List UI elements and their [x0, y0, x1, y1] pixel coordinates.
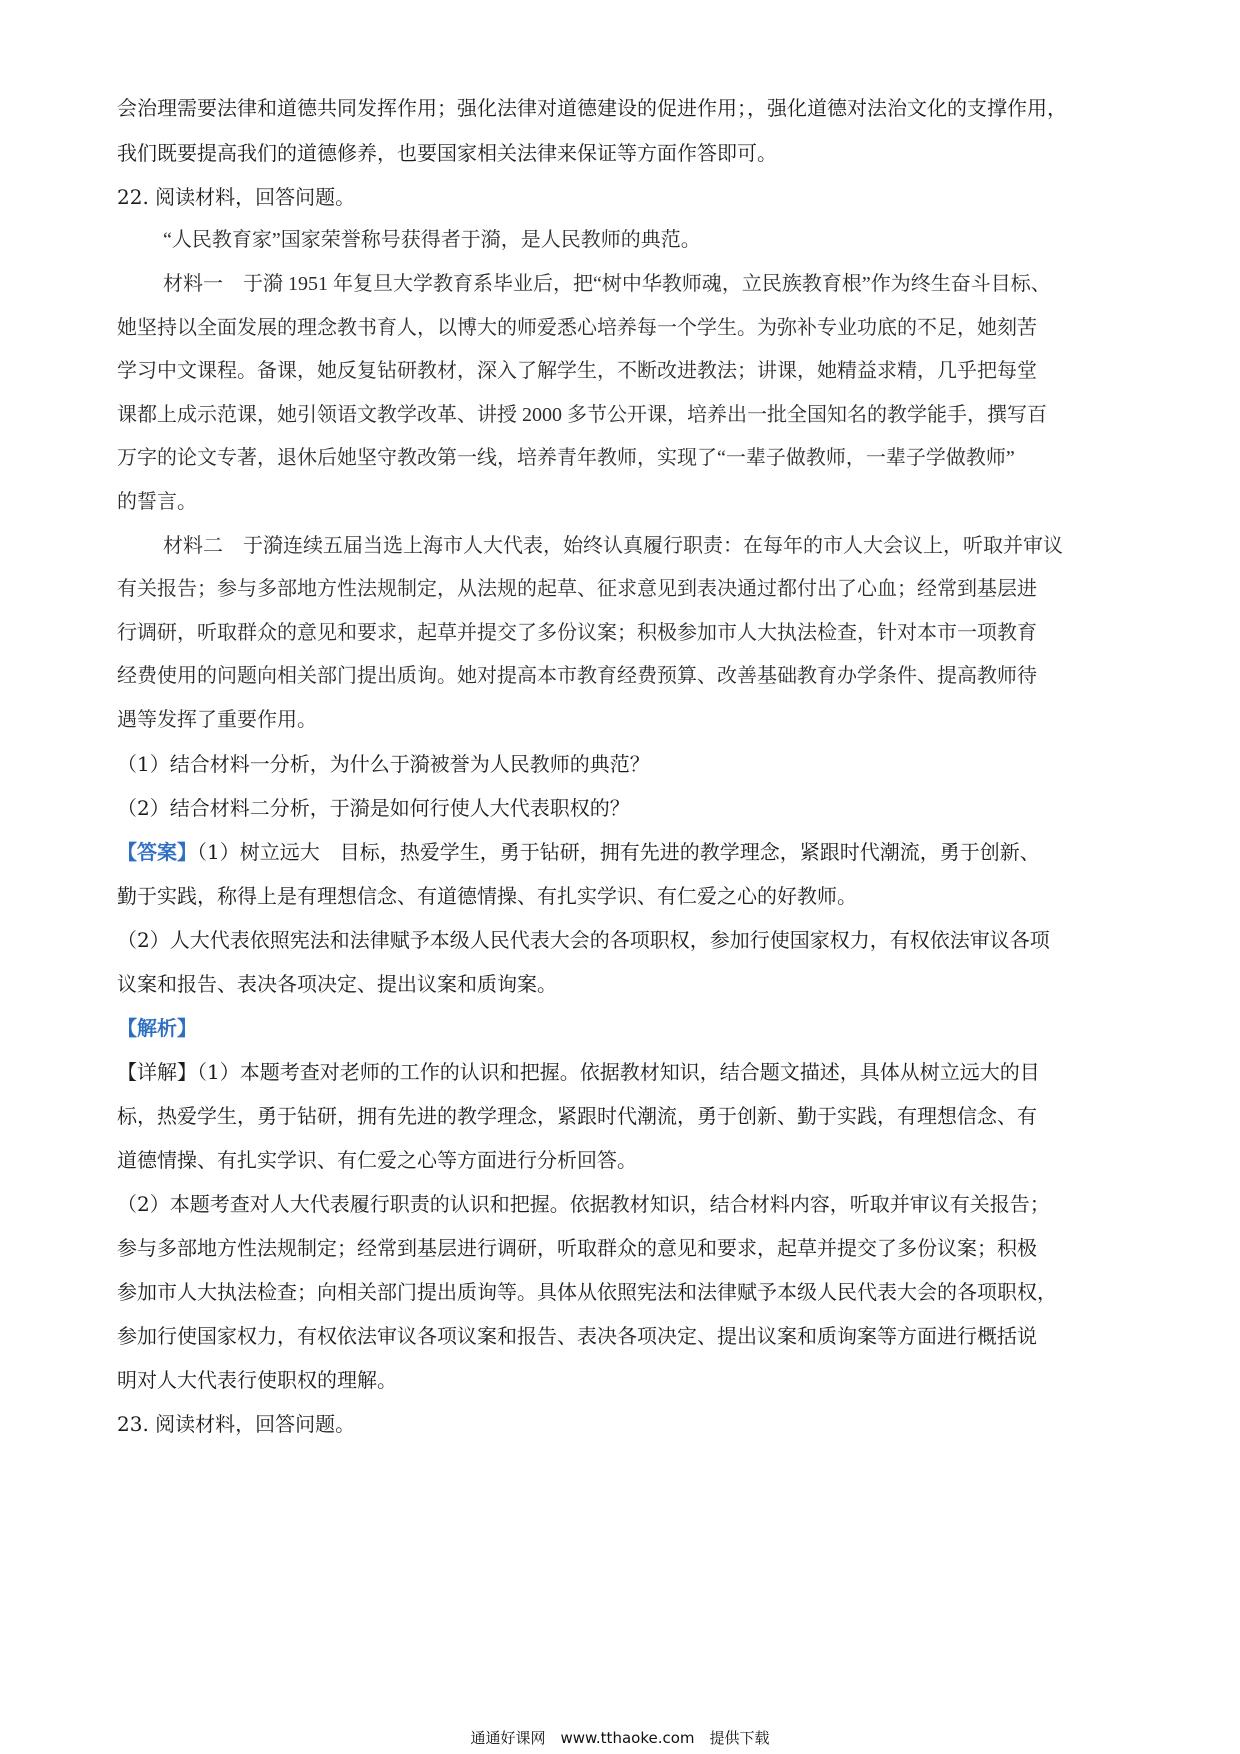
sub-question-2: （2）结合材料二分析，于漪是如何行使人大代表职权的？ [117, 796, 630, 820]
material-two-line: 经费使用的问题向相关部门提出质询。她对提高本市教育经费预算、改善基础教育办学条件、提高教师待 [117, 665, 1037, 687]
material-one-line: 万字的论文专著，退休后她坚守教改第一线，培养青年教师，实现了“一辈子做教师，一辈子学做教师” [117, 447, 1015, 469]
material-two-line: 有关报告；参与多部地方性法规制定，从法规的起草、征求意见到表决通过都付出了心血；经常到基层进 [117, 578, 1037, 600]
detail-text: （1）本题考查对老师的工作的认识和把握。依据教材知识，结合题文描述，具体从树立远大的目 [197, 1060, 1040, 1084]
material-one-line: 她坚持以全面发展的理念教书育人，以博大的师爱悉心培养每一个学生。为弥补专业功底的不足，她刻苦 [117, 317, 1037, 339]
detail-line: 参加市人大执法检查；向相关部门提出质询等。具体从依照宪法和法律赋予本级人民代表大会的各项职权， [117, 1280, 1057, 1304]
material-two-line: 行调研，听取群众的意见和要求，起草并提交了多份议案；积极参加市人大执法检查，针对本市一项教育 [117, 622, 1037, 644]
answer-line [117, 838, 1127, 866]
detail-line: 道德情操、有扎实学识、有仁爱之心等方面进行分析回答。 [117, 1148, 637, 1172]
question-heading: 23. 阅读材料，回答问题。 [117, 1412, 356, 1436]
text-line: 我们既要提高我们的道德修养，也要国家相关法律来保证等方面作答即可。 [117, 141, 777, 165]
detail-line: 参与多部地方性法规制定；经常到基层进行调研，听取群众的意见和要求，起草并提交了多份议案；积极 [117, 1236, 1037, 1260]
answer-line: （2）人大代表依照宪法和法律赋予本级人民代表大会的各项职权，参加行使国家权力，有权依法审议各项 [117, 928, 1050, 952]
answer-tag: 【答案】 [117, 840, 197, 864]
material-two-line: 遇等发挥了重要作用。 [117, 709, 317, 731]
material-two-line: 材料二 于漪连续五届当选上海市人大代表，始终认真履行职责：在每年的市人大会议上，听取并审议 [163, 535, 1063, 557]
question-heading: 22. 阅读材料，回答问题。 [117, 185, 356, 209]
material-one-line: 课都上成示范课，她引领语文教学改革、讲授 2000 多节公开课，培养出一批全国知名的教学能手，撰写百 [117, 404, 1047, 426]
material-intro: “人民教育家”国家荣誉称号获得者于漪，是人民教师的典范。 [163, 229, 701, 251]
detail-line: 参加行使国家权力，有权依法审议各项议案和报告、表决各项决定、提出议案和质询案等方面进行概括说 [117, 1324, 1037, 1348]
analysis-tag: 【解析】 [117, 1016, 197, 1040]
answer-line: 议案和报告、表决各项决定、提出议案和质询案。 [117, 972, 557, 996]
detail-tag: 【详解】 [117, 1060, 197, 1084]
detail-line [117, 1058, 1127, 1086]
material-one-line: 材料一 于漪 1951 年复旦大学教育系毕业后，把“树中华教师魂，立民族教育根”作为终生奋斗目标、 [163, 273, 1051, 295]
material-one-line: 学习中文课程。备课，她反复钻研教材，深入了解学生，不断改进教法；讲课，她精益求精，几乎把每堂 [117, 360, 1037, 382]
detail-line: （2）本题考查对人大代表履行职责的认识和把握。依据教材知识，结合材料内容，听取并审议有关报告； [117, 1192, 1050, 1216]
answer-text: （1）树立远大 目标，热爱学生，勇于钻研，拥有先进的教学理念，紧跟时代潮流，勇于创新、 [197, 840, 1040, 864]
sub-question-1: （1）结合材料一分析，为什么于漪被誉为人民教师的典范？ [117, 752, 650, 776]
detail-line: 明对人大代表行使职权的理解。 [117, 1368, 397, 1392]
detail-line: 标，热爱学生，勇于钻研，拥有先进的教学理念，紧跟时代潮流，勇于创新、勤于实践，有理想信念、有 [117, 1104, 1037, 1128]
answer-line: 勤于实践，称得上是有理想信念、有道德情操、有扎实学识、有仁爱之心的好教师。 [117, 884, 857, 908]
material-one-line: 的誓言。 [117, 491, 197, 513]
text-line: 会治理需要法律和道德共同发挥作用；强化法律对道德建设的促进作用；，强化道德对法治文化的支撑作用， [117, 96, 1067, 120]
page-footer: 通通好课网 www.tthaoke.com 提供下载 [470, 1729, 770, 1747]
